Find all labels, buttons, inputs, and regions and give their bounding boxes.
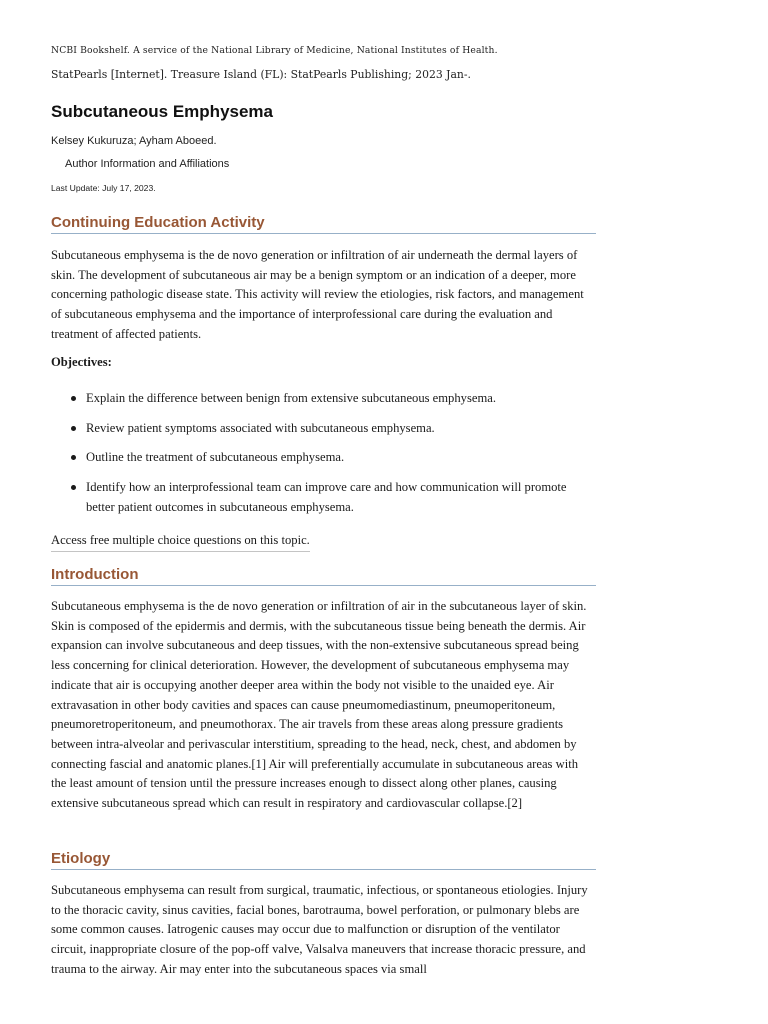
page-title: Subcutaneous Emphysema bbox=[51, 102, 274, 121]
bullet-icon bbox=[71, 455, 76, 460]
last-update: Last Update: July 17, 2023. bbox=[51, 183, 156, 193]
introduction-paragraph: Subcutaneous emphysema is the de novo generation or infiltration of air in the subcutaneous layer of skin. Skin is composed of the epidermis and dermis, with the subcutaneous tissue being beneath the dermis. Air expansion can involve subcutaneous and deep tissues, with the non-extensive subcutaneous spread being less concerning for clinical deterioration. However, the development of subcutaneous emphysema may indicate that air is occupying another deeper area within the body not visible to the unaided eye. Air extravasation in other body cavities and spaces can cause pneumomediastinum, pneumoperitoneum, pneumoretroperitoneum, and pneumothorax. The air travels from these areas along pressure gradients between intra-alveolar and perivascular interstitium, spreading to the head, neck, chest, and abdomen by connecting fascial and anatomic planes.[1] Air will preferentially accumulate in subcutaneous areas with the least amount of tension until the pressure increases enough to dissect along other planes, causing extensive subcutaneous spread which can result in respiratory and cardiovascular collapse.[2] bbox=[51, 599, 587, 811]
list-item bbox=[51, 478, 596, 517]
heading-etiology: Etiology bbox=[51, 850, 596, 870]
citation-line: StatPearls [Internet]. Treasure Island (FL): StatPearls Publishing; 2023 Jan-. bbox=[51, 68, 471, 81]
heading-continuing-education: Continuing Education Activity bbox=[51, 214, 596, 234]
authors: Kelsey Kukuruza; Ayham Aboeed. bbox=[51, 135, 217, 147]
heading-introduction: Introduction bbox=[51, 566, 596, 586]
bullet-icon bbox=[71, 485, 76, 490]
continuing-education-paragraph: Subcutaneous emphysema is the de novo generation or infiltration of air underneath the dermal layers of skin. The development of subcutaneous air may be a benign symptom or an indication of a deeper, more concerning pathologic disease state. This activity will review the etiologies, risk factors, and management of subcutaneous emphysema and the importance of interprofessional care during the evaluation and treatment of affected patients. bbox=[51, 248, 584, 341]
objectives-label: Objectives: bbox=[51, 355, 112, 369]
objective-text: Explain the difference between benign from extensive subcutaneous emphysema. bbox=[86, 391, 496, 405]
objective-text: Outline the treatment of subcutaneous emphysema. bbox=[86, 450, 345, 465]
list-item bbox=[51, 389, 596, 409]
source-line: NCBI Bookshelf. A service of the National Library of Medicine, National Institutes of Health. bbox=[51, 45, 498, 56]
objective-text: Identify how an interprofessional team can improve care and how communication will promote better patient outcomes in subcutaneous emphysema. bbox=[86, 480, 567, 514]
bullet-icon bbox=[71, 426, 76, 431]
bullet-icon bbox=[71, 396, 76, 401]
etiology-paragraph: Subcutaneous emphysema can result from surgical, traumatic, infectious, or spontaneous etiologies. Injury to the thoracic cavity, sinus cavities, facial bones, barotrauma, bowel perforation, or pulmonary blebs are some common causes. Iatrogenic causes may occur due to malfunction or disruption of the ventilator circuit, inappropriate closure of the pop-off valve, Valsalva maneuvers that increase thoracic pressure, and trauma to the airway. Air may enter into the subcutaneous spaces via small bbox=[51, 883, 588, 976]
mcq-access-link[interactable]: Access free multiple choice questions on this topic. bbox=[51, 531, 310, 552]
list-item bbox=[51, 448, 596, 468]
list-item bbox=[51, 419, 596, 439]
objective-text: Review patient symptoms associated with subcutaneous emphysema. bbox=[86, 420, 435, 435]
objectives-list bbox=[51, 389, 596, 528]
author-affiliations-toggle[interactable]: Author Information and Affiliations bbox=[65, 158, 230, 170]
